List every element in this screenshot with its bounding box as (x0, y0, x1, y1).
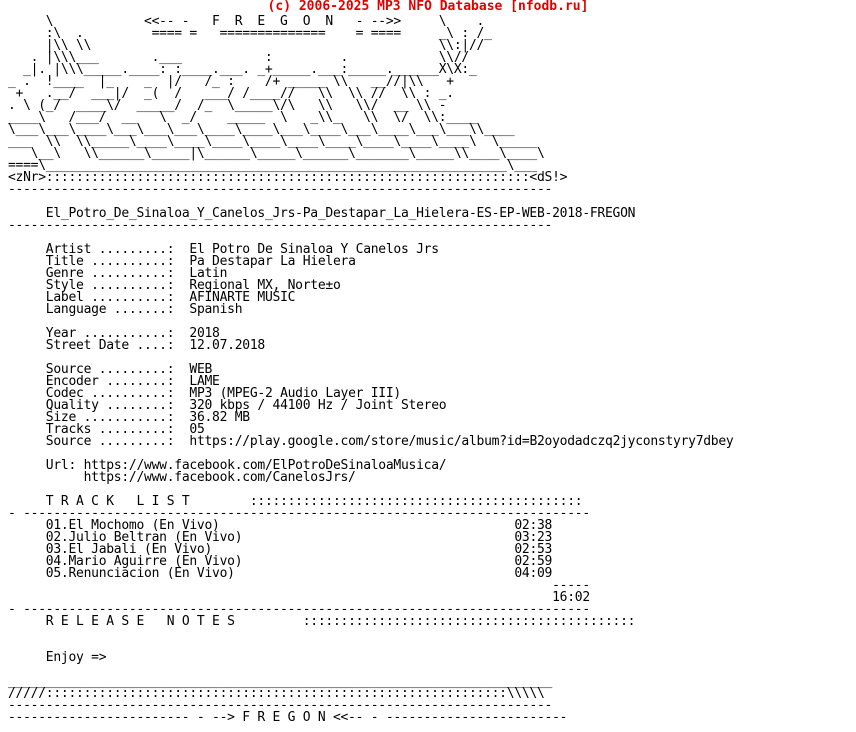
ascii-logo-line: + .__/ ___|/ _( / ___/ /____// \\ \\ // \\ : _. (8, 86, 454, 101)
section-rule: ------------------------------------------------------------------------ (38, 602, 583, 617)
info-label: Quality ........: (45, 398, 175, 413)
info-value: El Potro De Sinaloa Y Canelos Jrs (189, 242, 439, 257)
info-label: Year ...........: (45, 326, 175, 341)
section-rule: ------------------------------------------------------------------------ (38, 506, 583, 521)
section-edge: - -- (8, 602, 39, 617)
ascii-logo-line: ====\_____________________________________________________________\___ (8, 158, 537, 173)
track-duration: 02:53 (514, 542, 553, 557)
info-link[interactable]: https://play.google.com/store/music/album?id=B2oyodadczq2jyconstyry7dbey (189, 434, 734, 449)
info-value: 12.07.2018 (189, 338, 265, 353)
info-value: Regional MX, Norte±o (189, 278, 341, 293)
info-value: 2018 (189, 326, 220, 341)
info-label: Artist .........: (45, 242, 175, 257)
info-label: Source .........: (45, 434, 175, 449)
info-value: Latin (189, 266, 228, 281)
ascii-logo-line: . |\\\___ .___ : . \\// (8, 50, 469, 65)
ascii-logo-line: ____\ /___/ __ \ _/ _____ \ _\\_ \\ \/ \\:____ (8, 110, 477, 125)
url-label: Url: (45, 458, 77, 473)
footer-line: ________________________________________________________________________ (8, 674, 553, 689)
nfo-document (8, 16, 733, 724)
ascii-logo-line: \___\___\____\___\___\___\____\____\___\____\___\____\___\___\\____ (8, 122, 515, 137)
tracklist-dots: :::::::::::::::::::::::::::::::::::::::::::: (249, 494, 583, 509)
info-label: Source .........: (45, 362, 175, 377)
info-label: Style ..........: (45, 278, 175, 293)
track-title: 02.Julio Beltran (En Vivo) (45, 530, 243, 545)
ascii-logo-line: \ <<-- - F R E G O N - -->> \ . (8, 14, 485, 29)
ascii-logo-line: _ . !____ |_ _ |/ /_ : /+ _____ \\ __//|\\ + (8, 74, 454, 89)
ascii-logo-line: . \ (_/ ____\/ _____/ /_ \_____\/\ \\ \\/ __ \\ - (8, 98, 447, 113)
info-label: Encoder ........: (45, 374, 175, 389)
info-value: WEB (189, 362, 213, 377)
info-value: LAME (189, 374, 220, 389)
info-value: 320 kbps / 44100 Hz / Joint Stereo (189, 398, 447, 413)
info-value: 05 (189, 422, 205, 437)
info-label: Codec ..........: (45, 386, 175, 401)
ascii-logo-line: _|. |\\\_____.____: :____.___. _+_____.___:_____.______X\X:_ (8, 62, 477, 77)
info-value: Spanish (189, 302, 243, 317)
track-duration: 02:59 (514, 554, 553, 569)
footer-rule: <<-- - ------------------------ (325, 710, 568, 725)
ascii-logo-line: \__\ \\______\_____|\______\_____\______\_______\_____\\____\____\ (8, 146, 545, 161)
section-edge: - -- (8, 506, 39, 521)
track-duration: 02:38 (514, 518, 553, 533)
site-header: (c) 2006-2025 MP3 NFO Database [nfodb.ru] (267, 0, 589, 14)
track-title: 04.Mario Aguirre (En Vivo) (45, 554, 243, 569)
track-duration: 03:23 (514, 530, 553, 545)
section-edge: - (582, 602, 590, 617)
separator-line: ------------------------------------------------------------------------ (8, 218, 553, 233)
url-link[interactable]: https://www.facebook.com/CanelosJrs/ (83, 470, 356, 485)
ascii-logo-line: <zNr>::::::::::::::::::::::::::::::::::::::::::::::::::::::::::::::::<dS!> (8, 170, 568, 185)
ascii-logo-line: :\ . ==== = ============== = ==== _\ : /_ (8, 26, 492, 41)
info-value: Pa Destapar La Hielera (189, 254, 356, 269)
footer-brand: F R E G O N (242, 710, 326, 725)
info-label: Language .......: (45, 302, 175, 317)
total-duration: 16:02 (552, 590, 590, 605)
notes-dots: :::::::::::::::::::::::::::::::::::::::::::: (302, 614, 636, 629)
url-link[interactable]: https://www.facebook.com/ElPotroDeSinaloaMusica/ (83, 458, 447, 473)
info-label: Genre ..........: (45, 266, 175, 281)
track-title: 03.El Jabali (En Vivo) (45, 542, 213, 557)
total-rule: ----- (552, 578, 590, 593)
info-label: Street Date ....: (45, 338, 175, 353)
track-title: 01.El Mochomo (En Vivo) (45, 518, 220, 533)
info-value: MP3 (MPEG-2 Audio Layer III) (189, 386, 401, 401)
info-label: Tracks .........: (45, 422, 175, 437)
info-label: Size ...........: (45, 410, 175, 425)
track-duration: 04:09 (514, 566, 553, 581)
ascii-logo-line: ___ \\ \\_____\____\____\____\____\____\____\____\____\____\ \_____ (8, 134, 537, 149)
info-label: Title ..........: (45, 254, 175, 269)
info-label: Label ..........: (45, 290, 175, 305)
release-name: El_Potro_De_Sinaloa_Y_Canelos_Jrs-Pa_Destapar_La_Hielera-ES-EP-WEB-2018-FREGON (45, 206, 636, 221)
footer-line: /////:::::::::::::::::::::::::::::::::::::::::::::::::::::::::::::\\\\\ (8, 686, 545, 701)
tracklist-title: T R A C K L I S T (45, 494, 190, 509)
info-value: 36.82 MB (189, 410, 250, 425)
notes-title: R E L E A S E N O T E S (45, 614, 235, 629)
ascii-logo-line: |\\ \\ \\:|// (8, 38, 485, 53)
ascii-logo-line: ------------------------------------------------------------------------ (8, 182, 553, 197)
footer-line: ------------------------------------------------------------------------ (8, 698, 553, 713)
info-value: AFINARTE MUSIC (189, 290, 296, 305)
section-edge: - (582, 506, 590, 521)
track-title: 05.Renunciacion (En Vivo) (45, 566, 235, 581)
footer-rule: ------------------------ - --> (8, 710, 243, 725)
notes-text: Enjoy => (45, 650, 107, 665)
